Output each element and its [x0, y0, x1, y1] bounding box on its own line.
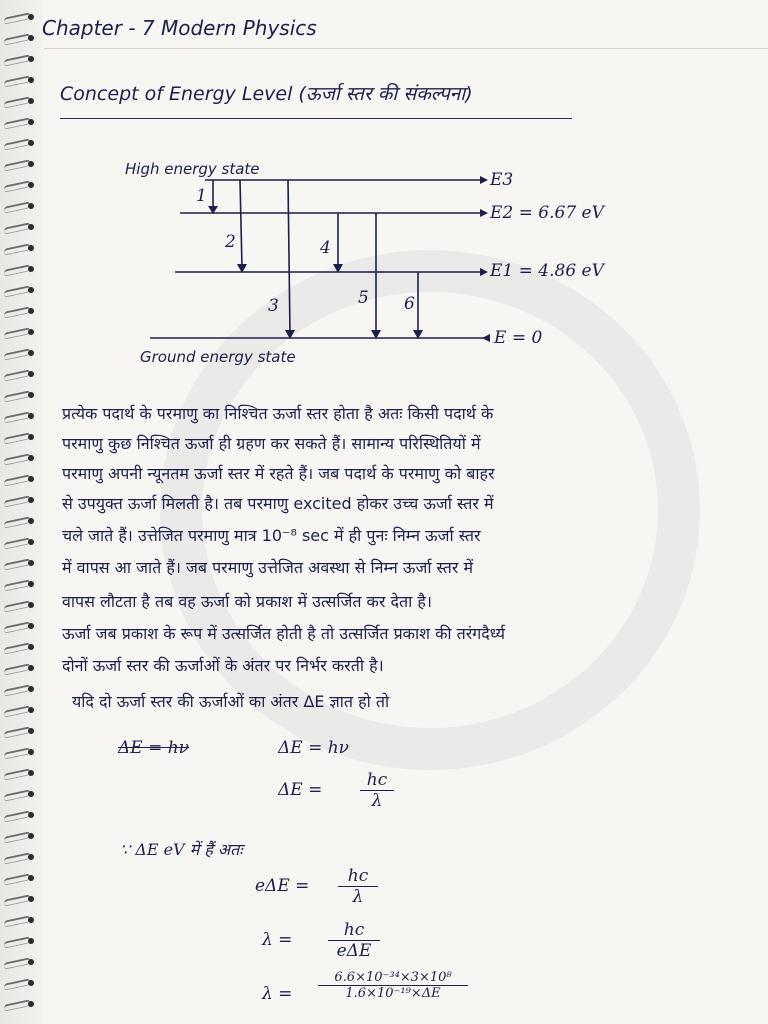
body-line-10: यदि दो ऊर्जा स्तर की ऊर्जाओं का अंतर ΔE ज्ञात हो तो [72, 692, 390, 711]
equation-4-lhs: λ = [262, 930, 293, 950]
spiral-ring [4, 432, 34, 442]
spiral-ring [4, 873, 34, 883]
spiral-ring [4, 705, 34, 715]
spiral-ring [4, 600, 34, 610]
spiral-ring [4, 516, 34, 526]
spiral-ring [4, 537, 34, 547]
transition-number-2: 2 [225, 232, 236, 252]
spiral-ring [4, 642, 34, 652]
body-line-3: परमाणु अपनी न्यूनतम ऊर्जा स्तर में रहते हैं। जब पदार्थ के परमाणु को बाहर [62, 464, 495, 483]
equation-5-lhs: λ = [262, 984, 293, 1004]
topic-heading: Concept of Energy Level (ऊर्जा स्तर की संकल्पना) [60, 83, 473, 105]
equation-3-denominator: λ [352, 887, 364, 907]
spiral-ring [4, 390, 34, 400]
equation-2-denominator: λ [371, 791, 383, 811]
body-line-2: परमाणु कुछ निश्चित ऊर्जा ही ग्रहण कर सकते हैं। सामान्य परिस्थितियों में [62, 434, 481, 453]
level-e0-label: E = 0 [494, 328, 543, 348]
body-line-4: से उपयुक्त ऊर्जा मिलती है। तब परमाणु excited होकर उच्च ऊर्जा स्तर में [62, 494, 494, 513]
struck-equation: ΔE = hν [118, 738, 190, 758]
body-line-5: चले जाते हैं। उत्तेजित परमाणु मात्र 10⁻⁸ sec में ही पुनः निम्न ऊर्जा स्तर [62, 526, 481, 545]
ground-energy-label: Ground energy state [140, 348, 296, 366]
spiral-ring [4, 915, 34, 925]
spiral-ring [4, 474, 34, 484]
equation-5-numerator: 6.6×10⁻³⁴×3×10⁸ [318, 970, 468, 986]
body-line-7: वापस लौटता है तब वह ऊर्जा को प्रकाश में उत्सर्जित कर देता है। [62, 592, 432, 611]
spiral-ring [4, 831, 34, 841]
transition-3-arrow [288, 180, 290, 334]
equation-4-fraction [328, 920, 380, 961]
spiral-ring [4, 726, 34, 736]
equation-3-numerator: hc [338, 866, 378, 887]
unit-note: ∵ ΔE eV में हैं अतः [120, 840, 243, 859]
body-line-8: ऊर्जा जब प्रकाश के रूप में उत्सर्जित होती है तो उत्सर्जित प्रकाश की तरंगदैर्ध्य [62, 624, 506, 643]
spiral-ring [4, 411, 34, 421]
spiral-ring [4, 684, 34, 694]
transition-number-4: 4 [320, 238, 331, 258]
level-e2-label: E2 = 6.67 eV [490, 203, 604, 223]
spiral-ring [4, 747, 34, 757]
spiral-ring [4, 936, 34, 946]
body-line-9: दोनों ऊर्जा स्तर की ऊर्जाओं के अंतर पर निर्भर करती है। [62, 656, 384, 675]
equation-4-denominator: eΔE [336, 941, 372, 961]
spiral-ring [4, 558, 34, 568]
level-e1-label: E1 = 4.86 eV [490, 261, 604, 281]
equation-5-denominator: 1.6×10⁻¹⁹×ΔE [345, 986, 441, 1001]
high-energy-label: High energy state [125, 160, 260, 178]
equation-4-numerator: hc [328, 920, 380, 941]
transition-number-6: 6 [404, 294, 415, 314]
equation-2-fraction [360, 770, 394, 811]
body-line-6: में वापस आ जाते हैं। जब परमाणु उत्तेजित अवस्था से निम्न ऊर्जा स्तर में [62, 558, 474, 577]
equation-3-fraction [338, 866, 378, 907]
spiral-ring [4, 495, 34, 505]
equation-2-numerator: hc [360, 770, 394, 791]
level-e3-label: E3 [490, 170, 514, 190]
spiral-ring [4, 978, 34, 988]
spiral-ring [4, 663, 34, 673]
spiral-ring [4, 957, 34, 967]
equation-3-lhs: eΔE = [255, 876, 310, 896]
spiral-ring [4, 621, 34, 631]
equation-5-fraction [318, 970, 468, 1001]
equation-1: ΔE = hν [278, 738, 350, 758]
transition-number-3: 3 [268, 296, 279, 316]
spiral-ring [4, 894, 34, 904]
spiral-ring [4, 789, 34, 799]
spiral-ring [4, 999, 34, 1009]
transition-number-1: 1 [196, 186, 207, 206]
transition-2-arrow [240, 180, 242, 268]
energy-level-diagram [0, 0, 768, 380]
equation-2-lhs: ΔE = [278, 780, 323, 800]
spiral-ring [4, 852, 34, 862]
transition-number-5: 5 [358, 288, 369, 308]
body-line-1: प्रत्येक पदार्थ के परमाणु का निश्चित ऊर्जा स्तर होता है अतः किसी पदार्थ के [62, 404, 494, 423]
spiral-ring [4, 453, 34, 463]
spiral-ring [4, 579, 34, 589]
chapter-heading: Chapter - 7 Modern Physics [42, 16, 317, 40]
spiral-ring [4, 768, 34, 778]
spiral-ring [4, 810, 34, 820]
